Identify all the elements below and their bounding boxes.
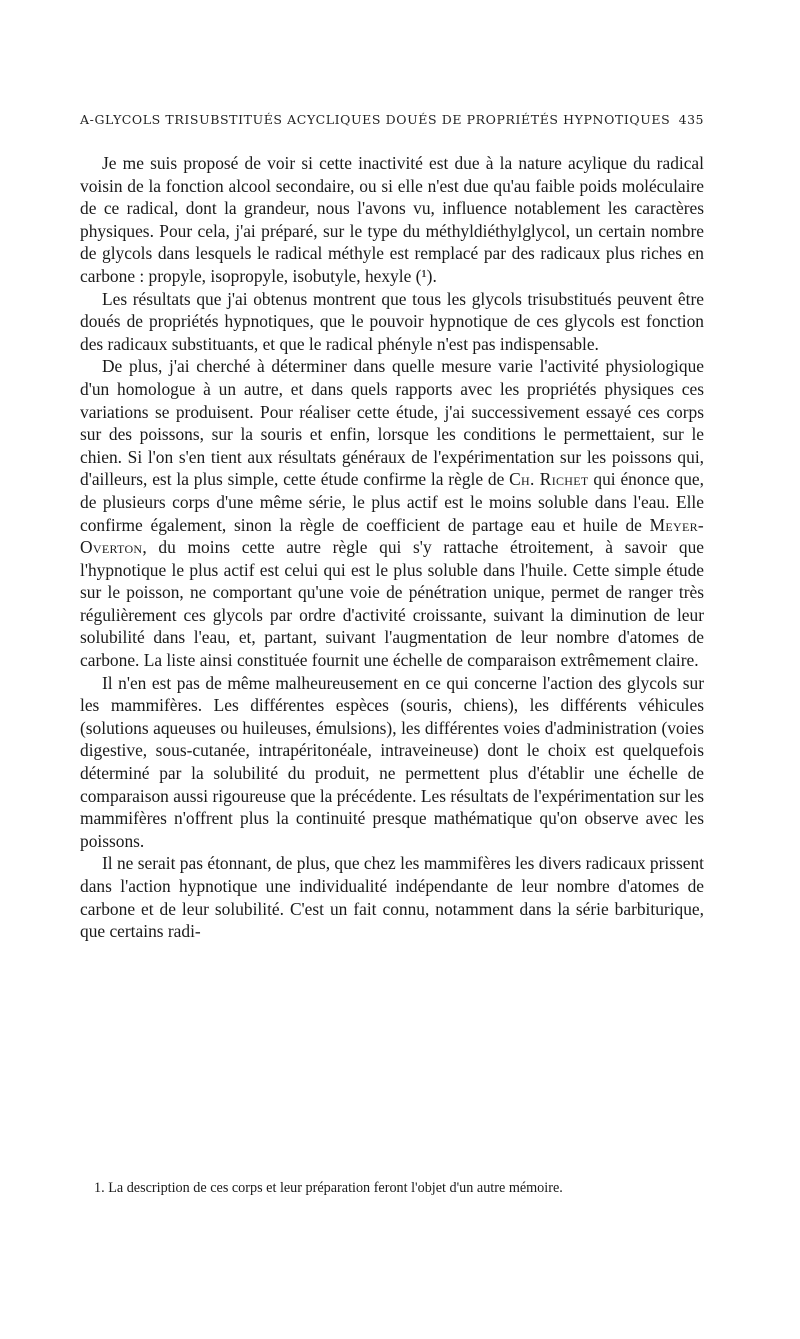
body-text — [80, 152, 704, 943]
paragraph-3-part-c: , du moins cette autre règle qui s'y rattache étroitement, à savoir que l'hypnotique le plus actif est celui qui est le plus soluble dans l'huile. Cette simple étude sur le poisson, ne comportant qu'une voie de pénétration unique, permet de ranger très régulièrement ces glycols par ordre d'activité croissante, suivant la diminution de leur solubilité dans l'eau, et, partant, suivant l'augmentation de leur nombre d'atomes de carbone. La liste ainsi constituée fournit une échelle de comparaison extrêmement claire. — [80, 537, 704, 671]
page — [80, 112, 704, 943]
running-head — [80, 112, 704, 134]
running-title: Α-GLYCOLS TRISUBSTITUÉS ACYCLIQUES DOUÉS DE PROPRIÉTÉS HYPNOTIQUES — [80, 112, 671, 127]
paragraph-3-part-a: De plus, j'ai cherché à déterminer dans quelle mesure varie l'activité physiologique d'un homologue à un autre, et dans quels rapports avec les propriétés physiques ces variations se produisent. Pour réaliser cette étude, j'ai successivement essayé ces corps sur des poissons, sur la souris et enfin, lorsque les conditions le permettaient, sur le chien. Si l'on s'en tient aux résultats généraux de l'expérimentation sur les poissons qui, d'ailleurs, est la plus simple, cette étude confirme la règle de — [80, 356, 704, 490]
page-number: 435 — [678, 112, 704, 127]
footnote: 1. La description de ces corps et leur préparation feront l'objet d'un autre mémoire. — [94, 1180, 563, 1196]
paragraph-5: Il ne serait pas étonnant, de plus, que chez les mammifères les divers radicaux prissent dans l'action hypnotique une individualité indépendante de leur nombre d'atomes de carbone et de leur solubilité. C'est un fait connu, notamment dans la série barbiturique, que certains radi- — [80, 853, 704, 942]
paragraph-3 — [80, 355, 704, 671]
paragraph-4: Il n'en est pas de même malheureusement en ce qui concerne l'action des glycols sur les mammifères. Les différentes espèces (souris, chiens), les différents véhicules (solutions aqueuses ou huileuses, émulsions), les différentes voies d'administration (voies digestive, sous-cutanée, intrapéritonéale, intraveineuse) dont le choix est quelquefois déterminé par la solubilité du produit, ne permettent plus d'établir une échelle de comparaison aussi rigoureuse que la précédente. Les résultats de l'expérimentation sur les mammifères n'offrent plus la continuité presque mathématique qu'on observe avec les poissons. — [80, 672, 704, 851]
paragraph-3-part-b: qui énonce que, de plusieurs corps d'une même série, le plus actif est le moins soluble dans l'eau. Elle confirme également, sinon la règle de coefficient de partage eau et huile de — [80, 469, 704, 535]
author-name-richet: Ch. Richet — [509, 469, 589, 490]
paragraph-2: Les résultats que j'ai obtenus montrent que tous les glycols trisubstitués peuvent être doués de propriétés hypnotiques, que le pouvoir hypnotique de ces glycols est fonction des radicaux substituants, et que le radical phényle n'est pas indispensable. — [80, 288, 704, 354]
author-name-meyer-overton: Meyer-Overton — [80, 514, 704, 558]
paragraph-1: Je me suis proposé de voir si cette inactivité est due à la nature acylique du radical voisin de la fonction alcool secondaire, ou si elle n'est due qu'au faible poids moléculaire de ce radical, dont la grandeur, nous l'avons vu, influence notablement les caractères physiques. Pour cela, j'ai préparé, sur le type du méthyldiéthylglycol, un certain nombre de glycols dans lesquels le radical méthyle est remplacé par des radicaux plus riches en carbone : propyle, isopropyle, isobutyle, hexyle (¹). — [80, 153, 704, 286]
